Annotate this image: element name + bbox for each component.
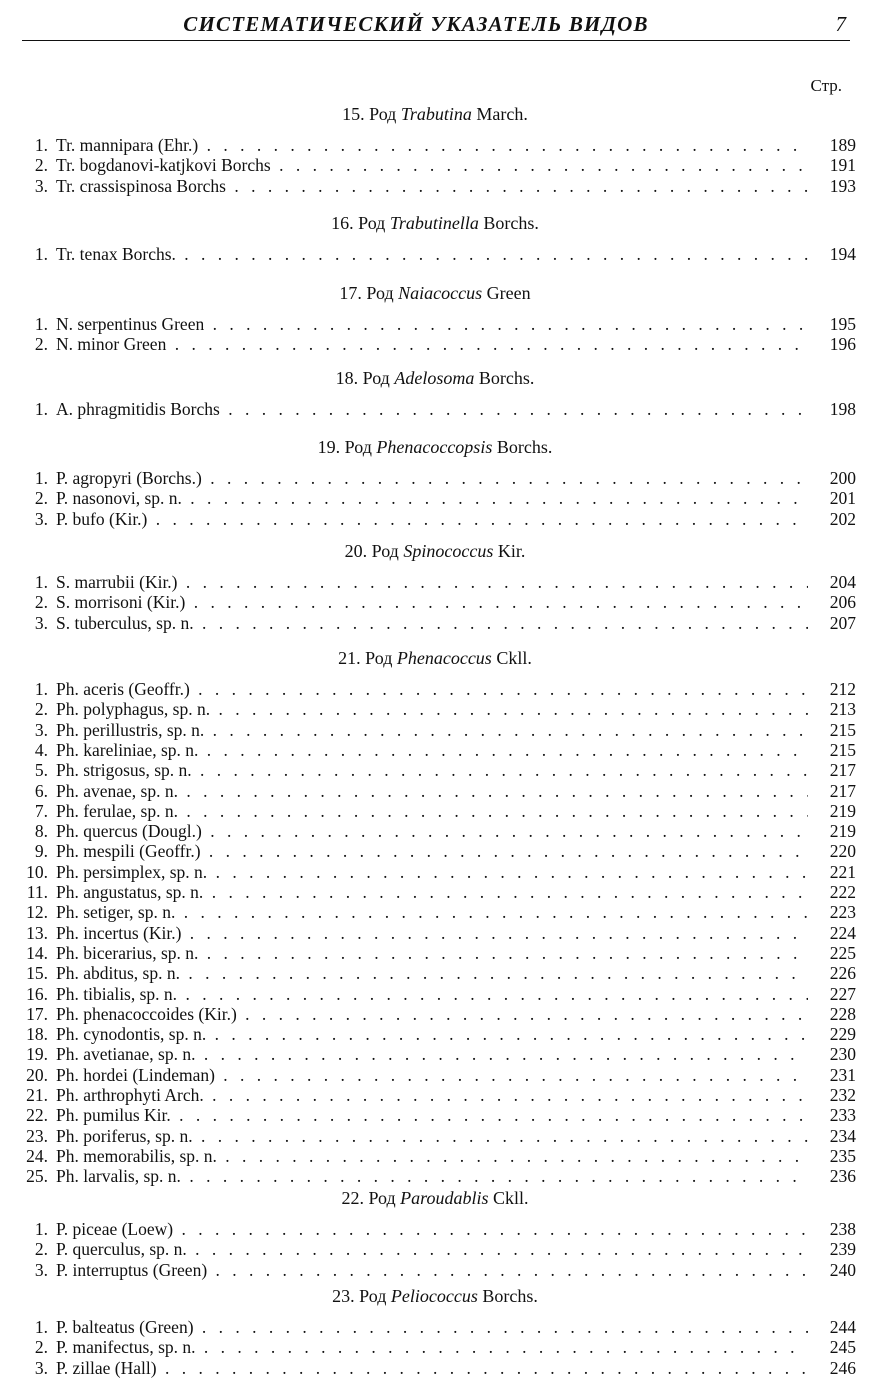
entry-number: 2. xyxy=(34,155,48,176)
species-name: N. minor Green . . . xyxy=(56,334,808,354)
genus-number: 17. xyxy=(339,283,362,303)
species-name: Tr. crassispinosa Borchs . . . xyxy=(56,176,808,196)
index-entry xyxy=(22,1126,856,1146)
genus-number: 16. xyxy=(331,213,354,233)
index-entry xyxy=(22,1004,856,1024)
species-name: P. agropyri (Borchs.) . . . xyxy=(56,468,808,488)
entry-page: 222 xyxy=(829,882,856,902)
entry-page: 231 xyxy=(829,1064,856,1085)
entry-number: 24. xyxy=(26,1145,48,1166)
genus-word: Род xyxy=(368,1188,396,1208)
entry-page: 194 xyxy=(829,244,856,264)
index-entry xyxy=(22,699,856,719)
genus-word: Род xyxy=(366,283,394,303)
entry-number: 1. xyxy=(34,1317,48,1337)
entry-number: 22. xyxy=(26,1105,48,1126)
entry-page: 193 xyxy=(829,175,856,196)
index-entry xyxy=(22,244,856,264)
species-name: Ph. memorabilis, sp. n. . . . xyxy=(56,1146,808,1166)
index-entry xyxy=(22,760,856,780)
index-entry xyxy=(22,801,856,821)
index-entry xyxy=(22,1065,856,1085)
entry-page: 202 xyxy=(829,508,856,529)
entry-number: 1. xyxy=(34,314,48,334)
genus-author: Ckll. xyxy=(493,1188,529,1208)
entry-page: 225 xyxy=(829,942,856,963)
entry-number: 6. xyxy=(34,780,48,801)
entry-number: 10. xyxy=(26,861,48,882)
entry-page: 219 xyxy=(829,821,856,842)
index-entry xyxy=(22,1219,856,1239)
species-name: Ph. angustatus, sp. n. . . . xyxy=(56,882,808,902)
species-name: Ph. polyphagus, sp. n. . . . xyxy=(56,699,808,719)
species-name: A. phragmitidis Borchs . . . xyxy=(56,399,808,419)
genus-name: Peliococcus xyxy=(390,1286,478,1306)
species-name: S. tuberculus, sp. n. . . . xyxy=(56,613,808,633)
genus-author: Borchs. xyxy=(478,368,535,388)
index-entry xyxy=(22,1166,856,1186)
entry-page: 213 xyxy=(829,699,856,720)
species-name: Tr. tenax Borchs. . . . xyxy=(56,244,808,264)
entry-number: 2. xyxy=(34,1337,48,1358)
entry-page: 244 xyxy=(829,1317,856,1337)
entry-page: 236 xyxy=(829,1166,856,1187)
species-name: Ph. arthrophyti Arch. . . . xyxy=(56,1085,808,1105)
entry-page: 195 xyxy=(829,314,856,334)
genus-name: Trabutinella xyxy=(389,213,479,233)
species-name: P. balteatus (Green) . . . xyxy=(56,1317,808,1337)
entry-page: 201 xyxy=(829,488,856,509)
genus-number: 20. xyxy=(344,541,368,561)
entry-number: 21. xyxy=(26,1085,48,1105)
index-entry xyxy=(22,176,856,196)
species-name: P. nasonovi, sp. n. . . . xyxy=(56,488,808,508)
entry-page: 223 xyxy=(829,902,856,923)
index-entry xyxy=(22,902,856,922)
entry-number: 2. xyxy=(34,488,48,509)
entry-page: 239 xyxy=(829,1239,856,1260)
entry-page: 228 xyxy=(829,1003,856,1024)
entry-page: 215 xyxy=(829,719,856,740)
genus-name: Phenacoccus xyxy=(396,648,492,668)
genus-word: Род xyxy=(369,104,397,124)
page-column-label: Стр. xyxy=(810,76,842,95)
genus-word: Род xyxy=(358,213,386,233)
genus-name: Phenacoccopsis xyxy=(376,437,493,457)
index-entry xyxy=(22,781,856,801)
genus-number: 23. xyxy=(332,1286,355,1306)
genus-heading xyxy=(0,283,870,304)
genus-heading xyxy=(0,213,870,234)
entry-number: 2. xyxy=(34,1239,48,1260)
species-name: Ph. avetianae, sp. n. . . . xyxy=(56,1044,808,1064)
entry-number: 7. xyxy=(34,800,48,821)
species-name: Tr. mannipara (Ehr.) . . . xyxy=(56,135,808,155)
entry-page: 246 xyxy=(829,1357,856,1378)
entry-number: 1. xyxy=(34,572,48,592)
species-name: Ph. tibialis, sp. n. . . . xyxy=(56,984,808,1004)
species-name: Ph. ferulae, sp. n. . . . xyxy=(56,801,808,821)
genus-author: March. xyxy=(476,104,528,124)
genus-author: Borchs. xyxy=(482,1286,538,1306)
species-name: Ph. avenae, sp. n. . . . xyxy=(56,781,808,801)
entry-number: 2. xyxy=(34,699,48,720)
entry-number: 19. xyxy=(26,1044,48,1065)
index-entry xyxy=(22,155,856,175)
index-entry xyxy=(22,862,856,882)
genus-word: Род xyxy=(362,368,390,388)
entry-page: 215 xyxy=(829,739,856,760)
entry-number: 15. xyxy=(26,963,48,984)
species-name: P. piceae (Loew) . . . xyxy=(56,1219,808,1239)
index-entry xyxy=(22,1044,856,1064)
genus-author: Green xyxy=(486,283,531,303)
species-name: Ph. perillustris, sp. n. . . . xyxy=(56,720,808,740)
genus-word: Род xyxy=(359,1286,387,1306)
index-entry xyxy=(22,720,856,740)
entry-page: 220 xyxy=(829,841,856,862)
entry-page: 233 xyxy=(829,1105,856,1126)
entry-page: 191 xyxy=(829,155,856,176)
entry-number: 25. xyxy=(26,1166,48,1187)
species-name: Ph. hordei (Lindeman) . . . xyxy=(56,1065,808,1085)
entry-number: 1. xyxy=(34,1219,48,1239)
species-name: P. querculus, sp. n. . . . xyxy=(56,1239,808,1259)
species-name: Ph. pumilus Kir. . . . xyxy=(56,1105,808,1125)
entry-page: 230 xyxy=(829,1044,856,1065)
entry-page: 221 xyxy=(829,861,856,882)
entry-page: 196 xyxy=(829,334,856,355)
species-name: P. manifectus, sp. n. . . . xyxy=(56,1337,808,1357)
running-title: СИСТЕМАТИЧЕСКИЙ УКАЗАТЕЛЬ ВИДОВ xyxy=(183,12,649,36)
entry-page: 206 xyxy=(829,592,856,613)
genus-heading xyxy=(0,368,870,389)
species-name: Ph. persimplex, sp. n. . . . xyxy=(56,862,808,882)
entry-number: 4. xyxy=(34,739,48,760)
entry-number: 23. xyxy=(26,1125,48,1146)
entry-number: 16. xyxy=(26,983,48,1004)
genus-author: Borchs. xyxy=(483,213,539,233)
entry-page: 198 xyxy=(829,399,856,419)
entry-number: 8. xyxy=(34,821,48,842)
species-name: Ph. phenacoccoides (Kir.) . . . xyxy=(56,1004,808,1024)
species-name: Ph. kareliniae, sp. n. . . . xyxy=(56,740,808,760)
genus-author: Borchs. xyxy=(496,437,553,457)
genus-number: 21. xyxy=(338,648,361,668)
genus-name: Trabutina xyxy=(400,104,472,124)
index-entry xyxy=(22,1105,856,1125)
species-name: Ph. poriferus, sp. n. . . . xyxy=(56,1126,808,1146)
entry-page: 212 xyxy=(829,679,856,699)
genus-number: 22. xyxy=(341,1188,364,1208)
index-entry xyxy=(22,943,856,963)
index-entry xyxy=(22,1239,856,1259)
entry-number: 1. xyxy=(34,679,48,699)
genus-name: Naiacoccus xyxy=(398,283,483,303)
genus-heading xyxy=(0,1188,870,1209)
genus-word: Род xyxy=(371,541,399,561)
genus-name: Spinococcus xyxy=(403,541,494,561)
genus-author: Kir. xyxy=(497,541,526,561)
entry-number: 2. xyxy=(34,592,48,613)
species-name: Ph. mespili (Geoffr.) . . . xyxy=(56,841,808,861)
entry-page: 189 xyxy=(829,135,856,155)
genus-number: 18. xyxy=(335,368,359,388)
entry-page: 240 xyxy=(829,1259,856,1280)
entry-number: 20. xyxy=(26,1064,48,1085)
entry-number: 2. xyxy=(34,334,48,355)
page-header xyxy=(22,8,850,41)
entry-page: 226 xyxy=(829,963,856,984)
index-entry xyxy=(22,135,856,155)
entry-page: 219 xyxy=(829,800,856,821)
index-entry xyxy=(22,679,856,699)
entry-page: 238 xyxy=(829,1219,856,1239)
genus-heading xyxy=(0,648,870,669)
entry-number: 13. xyxy=(26,922,48,943)
species-name: P. interruptus (Green) . . . xyxy=(56,1260,808,1280)
species-name: Ph. aceris (Geoffr.) . . . xyxy=(56,679,808,699)
species-name: N. serpentinus Green . . . xyxy=(56,314,808,334)
species-name: S. marrubii (Kir.) . . . xyxy=(56,572,808,592)
entry-page: 207 xyxy=(829,612,856,633)
index-entry xyxy=(22,1260,856,1280)
index-entry xyxy=(22,488,856,508)
entry-page: 224 xyxy=(829,922,856,943)
entry-page: 227 xyxy=(829,983,856,1004)
species-name: P. bufo (Kir.) . . . xyxy=(56,509,808,529)
page-number: 7 xyxy=(835,12,846,36)
species-name: Ph. quercus (Dougl.) . . . xyxy=(56,821,808,841)
entry-page: 200 xyxy=(829,468,856,488)
genus-name: Paroudablis xyxy=(400,1188,489,1208)
index-entry xyxy=(22,1085,856,1105)
index-entry xyxy=(22,740,856,760)
species-name: Ph. abditus, sp. n. . . . xyxy=(56,963,808,983)
genus-number: 19. xyxy=(317,437,341,457)
index-entry xyxy=(22,468,856,488)
index-entry xyxy=(22,1024,856,1044)
species-name: Ph. setiger, sp. n. . . . xyxy=(56,902,808,922)
index-entry xyxy=(22,841,856,861)
genus-heading xyxy=(0,437,870,458)
genus-name: Adelosoma xyxy=(394,368,475,388)
entry-number: 3. xyxy=(34,508,48,529)
species-name: Ph. incertus (Kir.) . . . xyxy=(56,923,808,943)
entry-number: 18. xyxy=(26,1024,48,1045)
index-entry xyxy=(22,509,856,529)
entry-page: 245 xyxy=(829,1337,856,1358)
entry-page: 217 xyxy=(829,780,856,801)
species-name: Ph. larvalis, sp. n. . . . xyxy=(56,1166,808,1186)
species-name: S. morrisoni (Kir.) . . . xyxy=(56,592,808,612)
entry-number: 3. xyxy=(34,175,48,196)
index-entry xyxy=(22,1358,856,1378)
index-entry xyxy=(22,1146,856,1166)
entry-page: 217 xyxy=(829,760,856,781)
entry-page: 232 xyxy=(829,1085,856,1105)
genus-number: 15. xyxy=(342,104,365,124)
genus-heading xyxy=(0,1286,870,1307)
index-entry xyxy=(22,572,856,592)
genus-word: Род xyxy=(344,437,372,457)
entry-number: 3. xyxy=(34,719,48,740)
genus-word: Род xyxy=(365,648,393,668)
index-entry xyxy=(22,399,856,419)
species-name: Ph. strigosus, sp. n. . . . xyxy=(56,760,808,780)
index-entry xyxy=(22,963,856,983)
index-entry xyxy=(22,923,856,943)
entry-number: 1. xyxy=(34,244,48,264)
species-name: P. zillae (Hall) . . . xyxy=(56,1358,808,1378)
index-entry xyxy=(22,334,856,354)
index-entry xyxy=(22,1317,856,1337)
genus-author: Ckll. xyxy=(496,648,532,668)
index-entry xyxy=(22,984,856,1004)
index-entry xyxy=(22,821,856,841)
entry-number: 1. xyxy=(34,468,48,488)
genus-heading xyxy=(0,104,870,125)
entry-number: 9. xyxy=(34,841,48,862)
entry-number: 1. xyxy=(34,399,48,419)
entry-number: 17. xyxy=(26,1003,48,1024)
entry-number: 14. xyxy=(26,942,48,963)
index-entry xyxy=(22,592,856,612)
entry-number: 5. xyxy=(34,760,48,781)
entry-number: 3. xyxy=(34,1259,48,1280)
entry-number: 12. xyxy=(26,902,48,923)
species-name: Ph. cynodontis, sp. n. . . . xyxy=(56,1024,808,1044)
genus-heading xyxy=(0,541,870,562)
entry-page: 235 xyxy=(829,1145,856,1166)
index-entry xyxy=(22,882,856,902)
entry-page: 234 xyxy=(829,1125,856,1146)
entry-page: 229 xyxy=(829,1024,856,1045)
entry-number: 11. xyxy=(26,882,48,902)
index-entry xyxy=(22,314,856,334)
index-entry xyxy=(22,613,856,633)
species-name: Tr. bogdanovi-katjkovi Borchs . . . xyxy=(56,155,808,175)
entry-number: 3. xyxy=(34,612,48,633)
entry-number: 1. xyxy=(34,135,48,155)
entry-page: 204 xyxy=(829,572,856,592)
species-name: Ph. bicerarius, sp. n. . . . xyxy=(56,943,808,963)
index-entry xyxy=(22,1337,856,1357)
entry-number: 3. xyxy=(34,1357,48,1378)
